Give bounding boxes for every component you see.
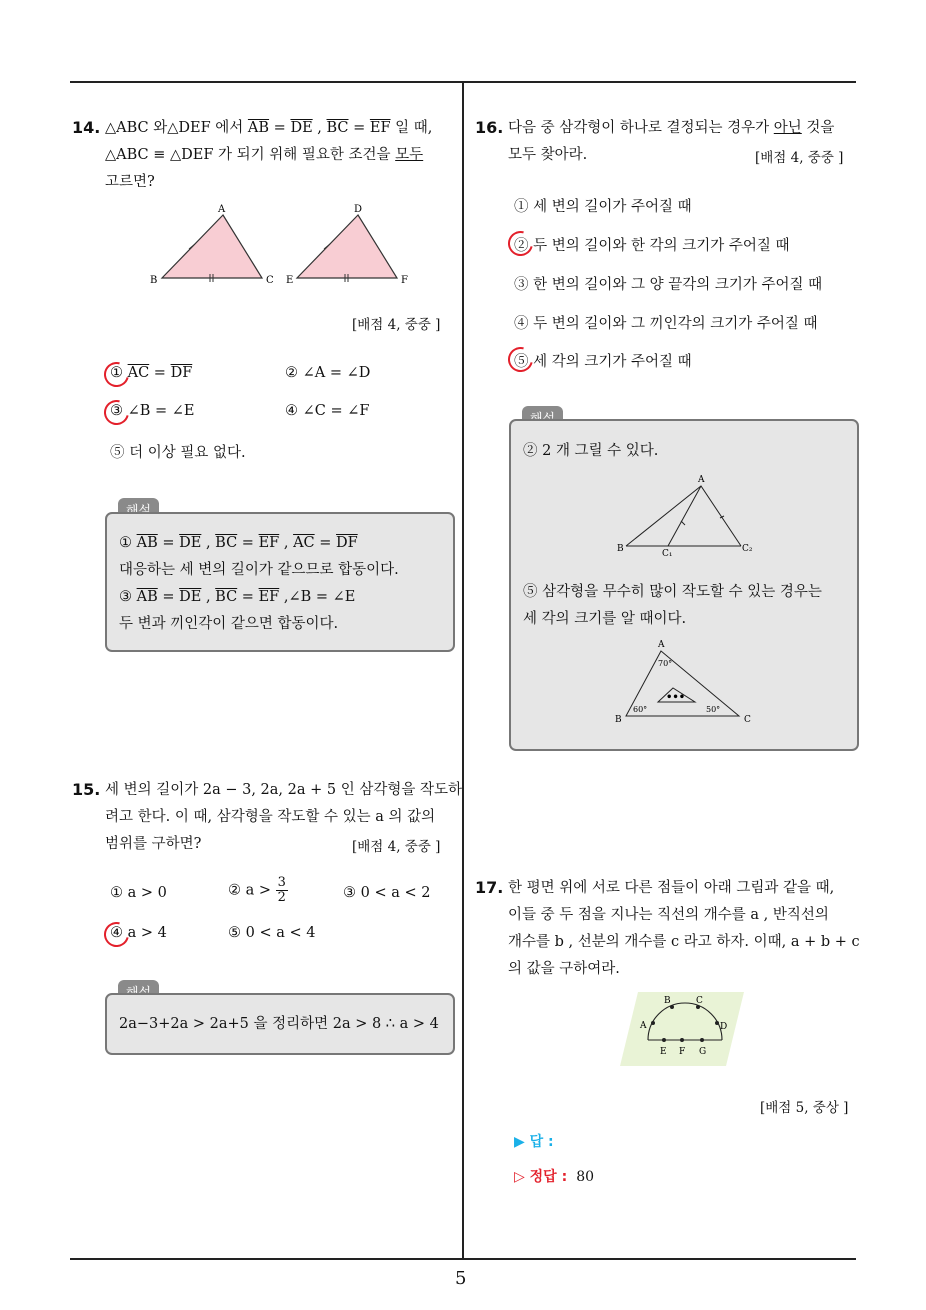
fig2-angle-A: 70° <box>658 659 673 668</box>
q14-option-1[interactable]: ① $\overline{AC} = \overline{DF}$ <box>110 365 193 381</box>
triangle-abc <box>162 215 262 278</box>
q14-answer-mark-3 <box>99 395 133 429</box>
q15-option-1[interactable]: ① a > 0 <box>110 885 167 901</box>
q16-option-3[interactable]: ③ 한 변의 길이와 그 양 끝각의 크기가 주어질 때 <box>514 277 823 293</box>
q17-correct-row <box>514 1166 594 1186</box>
fig-label-F: F <box>679 1047 686 1057</box>
q15-line1: 세 변의 길이가 2a − 3, 2a, 2a + 5 인 삼각형을 작도하 <box>105 782 462 798</box>
q16-answer-mark-5 <box>503 342 537 376</box>
fig-label-C: C <box>696 996 703 1006</box>
q15-option-4[interactable]: ④ a > 4 <box>110 925 167 941</box>
label-F: F <box>401 275 408 286</box>
q16-sol-line2: ⑤ 삼각형을 무수히 많이 작도할 수 있는 경우는 <box>523 584 822 600</box>
q14-sol-line4: 두 변과 끼인각이 같으면 합동이다. <box>119 616 339 632</box>
q16-option-5[interactable]: ⑤ 세 각의 크기가 주어질 때 <box>514 354 692 370</box>
q15-answer-mark-4 <box>99 917 133 951</box>
q15-line3: 범위를 구하면? <box>105 836 202 852</box>
q14-line2: △ABC ≡ △DEF 가 되기 위해 필요한 조건을 모두 <box>105 147 424 163</box>
q14-triangles-figure <box>140 200 430 295</box>
fig-label-A: A <box>640 1021 647 1031</box>
q14-sol-line2: 대응하는 세 변의 길이가 같으므로 합동이다. <box>119 562 399 578</box>
fig2-label-A: A <box>658 640 665 650</box>
label-A: A <box>218 204 226 215</box>
q14-text <box>105 115 455 196</box>
fig-label-D: D <box>720 1022 728 1032</box>
bottom-rule <box>70 1258 856 1260</box>
q17-line1: 한 평면 위에 서로 다른 점들이 아래 그림과 같을 때, <box>508 880 835 896</box>
q14-score: [배점 4, 중중 ] <box>352 317 441 333</box>
q17-score: [배점 5, 중상 ] <box>760 1100 849 1116</box>
q14-sol-line3: ③ $\overline{AB} = \overline{DE}$ , $\overline{BC} = \overline{EF}$ ,∠B = ∠E <box>119 589 356 605</box>
fig-label-G: G <box>699 1047 707 1057</box>
q14-answer-mark-1 <box>99 357 133 391</box>
fig2-dots: ••• <box>666 692 686 703</box>
q17-line3: 개수를 b , 선분의 개수를 c 라고 하자. 이때, a + b + c <box>508 934 860 950</box>
label-D: D <box>354 204 363 215</box>
fraction: $\frac{3}{2}$ <box>277 875 286 905</box>
q17-answer-label: ▶ 답 : <box>514 1134 554 1150</box>
fig1-label-C2: C₂ <box>742 544 753 554</box>
label-C: C <box>266 275 274 286</box>
q14-solution-box <box>105 512 455 652</box>
q15-option-3[interactable]: ③ 0 < a < 2 <box>343 885 431 901</box>
label-E: E <box>286 275 294 286</box>
q15-score: [배점 4, 중중 ] <box>352 839 441 855</box>
q14-option-5[interactable]: ⑤ 더 이상 필요 없다. <box>110 445 246 461</box>
q17-text <box>508 875 860 983</box>
q15-sol-line: 2a−3+2a > 2a+5 을 정리하면 2a > 8 ∴ a > 4 <box>119 1016 439 1032</box>
q14-number: 14. <box>72 118 101 137</box>
fig2-angle-C: 50° <box>706 705 721 714</box>
fig1-label-A: A <box>698 475 705 485</box>
q15-option-2[interactable]: ② a > $\frac{3}{2}$ <box>228 875 286 905</box>
fig2-angle-B: 60° <box>633 705 648 714</box>
q16-line2: 모두 찾아라. <box>508 147 588 163</box>
fig2-label-C: C <box>744 715 751 725</box>
q17-correct-value: 80 <box>576 1169 595 1185</box>
fig1-label-C1: C₁ <box>662 549 673 556</box>
q14-option-2[interactable]: ② ∠A = ∠D <box>285 365 371 381</box>
q15-line2: 려고 한다. 이 때, 삼각형을 작도할 수 있는 a 의 값의 <box>105 809 436 825</box>
fig-label-B: B <box>664 996 671 1006</box>
q15-solution-box <box>105 993 455 1055</box>
q16-answer-mark-2 <box>503 226 537 260</box>
q17-number: 17. <box>475 878 504 897</box>
page-number: 5 <box>455 1268 467 1289</box>
fig1-label-B: B <box>617 544 624 554</box>
q17-correct-label: ▷ 정답 : <box>514 1169 568 1185</box>
q17-points-figure <box>620 990 745 1068</box>
fig2-label-B: B <box>615 715 622 725</box>
q15-number: 15. <box>72 780 101 799</box>
q14-sol-line1: ① $\overline{AB} = \overline{DE}$ , $\overline{BC} = \overline{EF}$ , $\overline{AC} = \overline{DF}$ <box>119 535 358 551</box>
q14-line1: △ABC 와△DEF 에서 $\overline{AB} = \overline{DE}$ , $\overline{BC} = \overline{EF}$ 일 때, <box>105 120 433 136</box>
q14-option-4[interactable]: ④ ∠C = ∠F <box>285 403 370 419</box>
triangle-def <box>297 215 397 278</box>
q16-sol-line3: 세 각의 크기를 알 때이다. <box>523 611 687 627</box>
q16-solution-box <box>509 419 859 751</box>
q17-line4: 의 값을 구하여라. <box>508 961 620 977</box>
q16-sol-line1: ② 2 개 그릴 수 있다. <box>523 443 659 459</box>
q16-option-4[interactable]: ④ 두 변의 길이와 그 끼인각의 크기가 주어질 때 <box>514 316 818 332</box>
column-divider <box>462 83 464 1259</box>
q16-line1: 다음 중 삼각형이 하나로 결정되는 경우가 아닌 것을 <box>508 120 835 136</box>
q16-score: [배점 4, 중중 ] <box>755 150 844 166</box>
q17-line2: 이들 중 두 점을 지나는 직선의 개수를 a , 반직선의 <box>508 907 829 923</box>
q14-line3: 고르면? <box>105 174 155 190</box>
q16-option-1[interactable]: ① 세 변의 길이가 주어질 때 <box>514 199 692 215</box>
q16-option-2[interactable]: ② 두 변의 길이와 한 각의 크기가 주어질 때 <box>514 238 790 254</box>
q15-option-5[interactable]: ⑤ 0 < a < 4 <box>228 925 316 941</box>
q16-two-triangles-figure <box>611 471 771 556</box>
q16-angle-triangle-figure <box>611 636 771 726</box>
q14-option-3[interactable]: ③ ∠B = ∠E <box>110 403 195 419</box>
label-B: B <box>150 275 158 286</box>
q16-number: 16. <box>475 118 504 137</box>
fig-label-E: E <box>660 1047 667 1057</box>
